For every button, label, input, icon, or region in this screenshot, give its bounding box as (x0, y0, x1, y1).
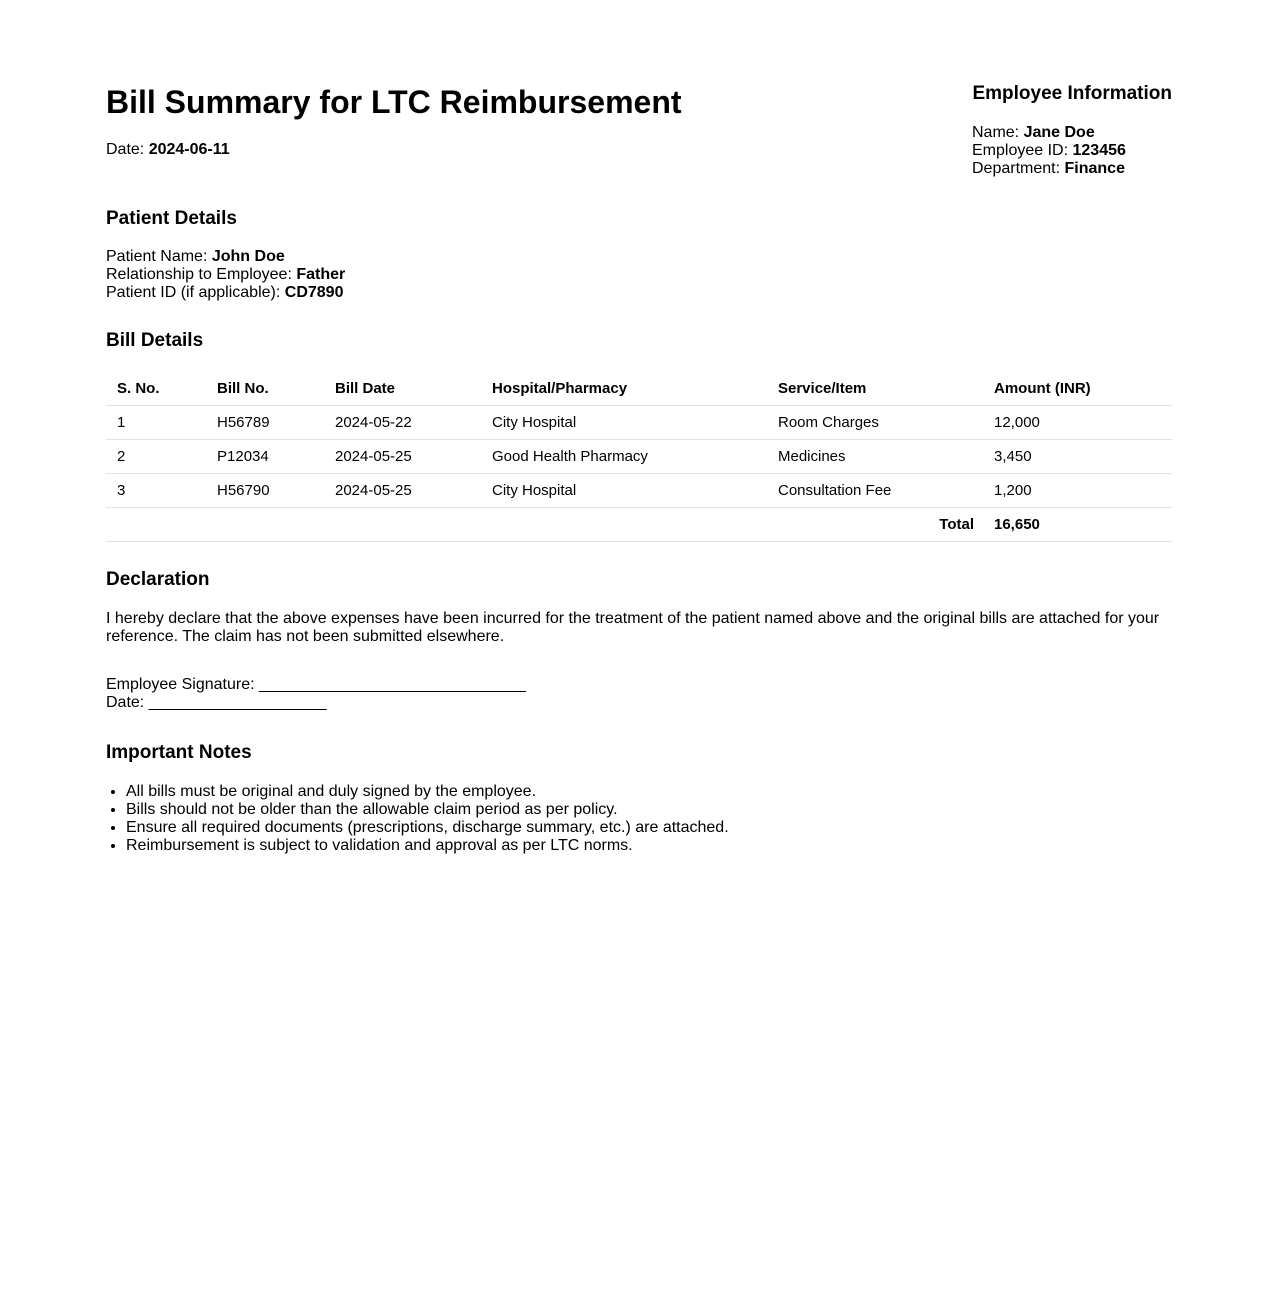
declaration-heading: Declaration (106, 569, 210, 590)
table-row (106, 440, 1172, 474)
cell-amount: 3,450 (983, 440, 1172, 474)
table-row (106, 406, 1172, 440)
patient-name-label: Patient Name: (106, 248, 208, 265)
signature-date (106, 694, 526, 712)
list-item: • All bills must be original and duly signed by the employee. (126, 783, 729, 801)
total-value: 16,650 (983, 508, 1172, 542)
column-header: Bill No. (206, 372, 324, 406)
table-header-row (106, 372, 1172, 406)
total-row (106, 508, 1172, 542)
employee-id (972, 142, 1172, 160)
cell-service: Medicines (767, 440, 983, 474)
cell-bill-no: P12034 (206, 440, 324, 474)
cell-bill-date: 2024-05-25 (324, 474, 481, 508)
important-notes-list (106, 783, 729, 855)
employee-name-label: Name: (972, 124, 1020, 141)
bill-details-heading: Bill Details (106, 330, 204, 351)
cell-bill-date: 2024-05-25 (324, 440, 481, 474)
employee-signature-label: Employee Signature: (106, 676, 255, 693)
column-header: Amount (INR) (983, 372, 1172, 406)
list-item: • Ensure all required documents (prescriptions, discharge summary, etc.) are attached. (126, 819, 729, 837)
cell-serial: 1 (106, 406, 206, 440)
column-header: Service/Item (767, 372, 983, 406)
patient-id (106, 284, 345, 302)
patient-name (106, 248, 345, 266)
cell-bill-no: H56790 (206, 474, 324, 508)
employee-information-heading: Employee Information (972, 83, 1172, 104)
patient-relationship (106, 266, 345, 284)
employee-signature-line: ______________________________ (258, 676, 526, 693)
cell-amount: 12,000 (983, 406, 1172, 440)
patient-relationship-value: Father (296, 266, 346, 283)
declaration-text: I hereby declare that the above expenses have been incurred for the treatment of the patient named above and the original bills are attached for your reference. The claim has not been submitted elsewhere. (106, 610, 1160, 645)
bill-details-table (106, 372, 1172, 542)
cell-amount: 1,200 (983, 474, 1172, 508)
employee-name-value: Jane Doe (1023, 124, 1095, 141)
cell-hospital: City Hospital (481, 474, 767, 508)
cell-serial: 2 (106, 440, 206, 474)
total-label: Total (106, 508, 983, 542)
document-date (106, 141, 230, 159)
cell-serial: 3 (106, 474, 206, 508)
cell-service: Consultation Fee (767, 474, 983, 508)
employee-department-label: Department: (972, 160, 1061, 177)
patient-id-label: Patient ID (if applicable): (106, 284, 281, 301)
cell-hospital: Good Health Pharmacy (481, 440, 767, 474)
employee-department-value: Finance (1064, 160, 1125, 177)
list-item: • Reimbursement is subject to validation and approval as per LTC norms. (126, 837, 729, 855)
patient-details-heading: Patient Details (106, 208, 237, 229)
employee-signature (106, 676, 526, 694)
employee-department (972, 160, 1172, 178)
column-header: Hospital/Pharmacy (481, 372, 767, 406)
cell-bill-no: H56789 (206, 406, 324, 440)
table-row (106, 474, 1172, 508)
document-date-value: 2024-06-11 (148, 141, 230, 158)
column-header: Bill Date (324, 372, 481, 406)
column-header: S. No. (106, 372, 206, 406)
patient-details (106, 248, 345, 302)
cell-hospital: City Hospital (481, 406, 767, 440)
employee-id-value: 123456 (1072, 142, 1126, 159)
employee-id-label: Employee ID: (972, 142, 1069, 159)
page-title: Bill Summary for LTC Reimbursement (106, 84, 682, 120)
signature-date-label: Date: (106, 694, 145, 711)
cell-service: Room Charges (767, 406, 983, 440)
document-date-label: Date: (106, 141, 145, 158)
patient-name-value: John Doe (211, 248, 285, 265)
cell-bill-date: 2024-05-22 (324, 406, 481, 440)
employee-information (972, 83, 1172, 178)
signature-date-line: ____________________ (148, 694, 327, 711)
list-item: • Bills should not be older than the allowable claim period as per policy. (126, 801, 729, 819)
signature-block (106, 676, 526, 712)
patient-id-value: CD7890 (284, 284, 344, 301)
patient-relationship-label: Relationship to Employee: (106, 266, 292, 283)
important-notes-heading: Important Notes (106, 742, 252, 763)
employee-name (972, 124, 1172, 142)
